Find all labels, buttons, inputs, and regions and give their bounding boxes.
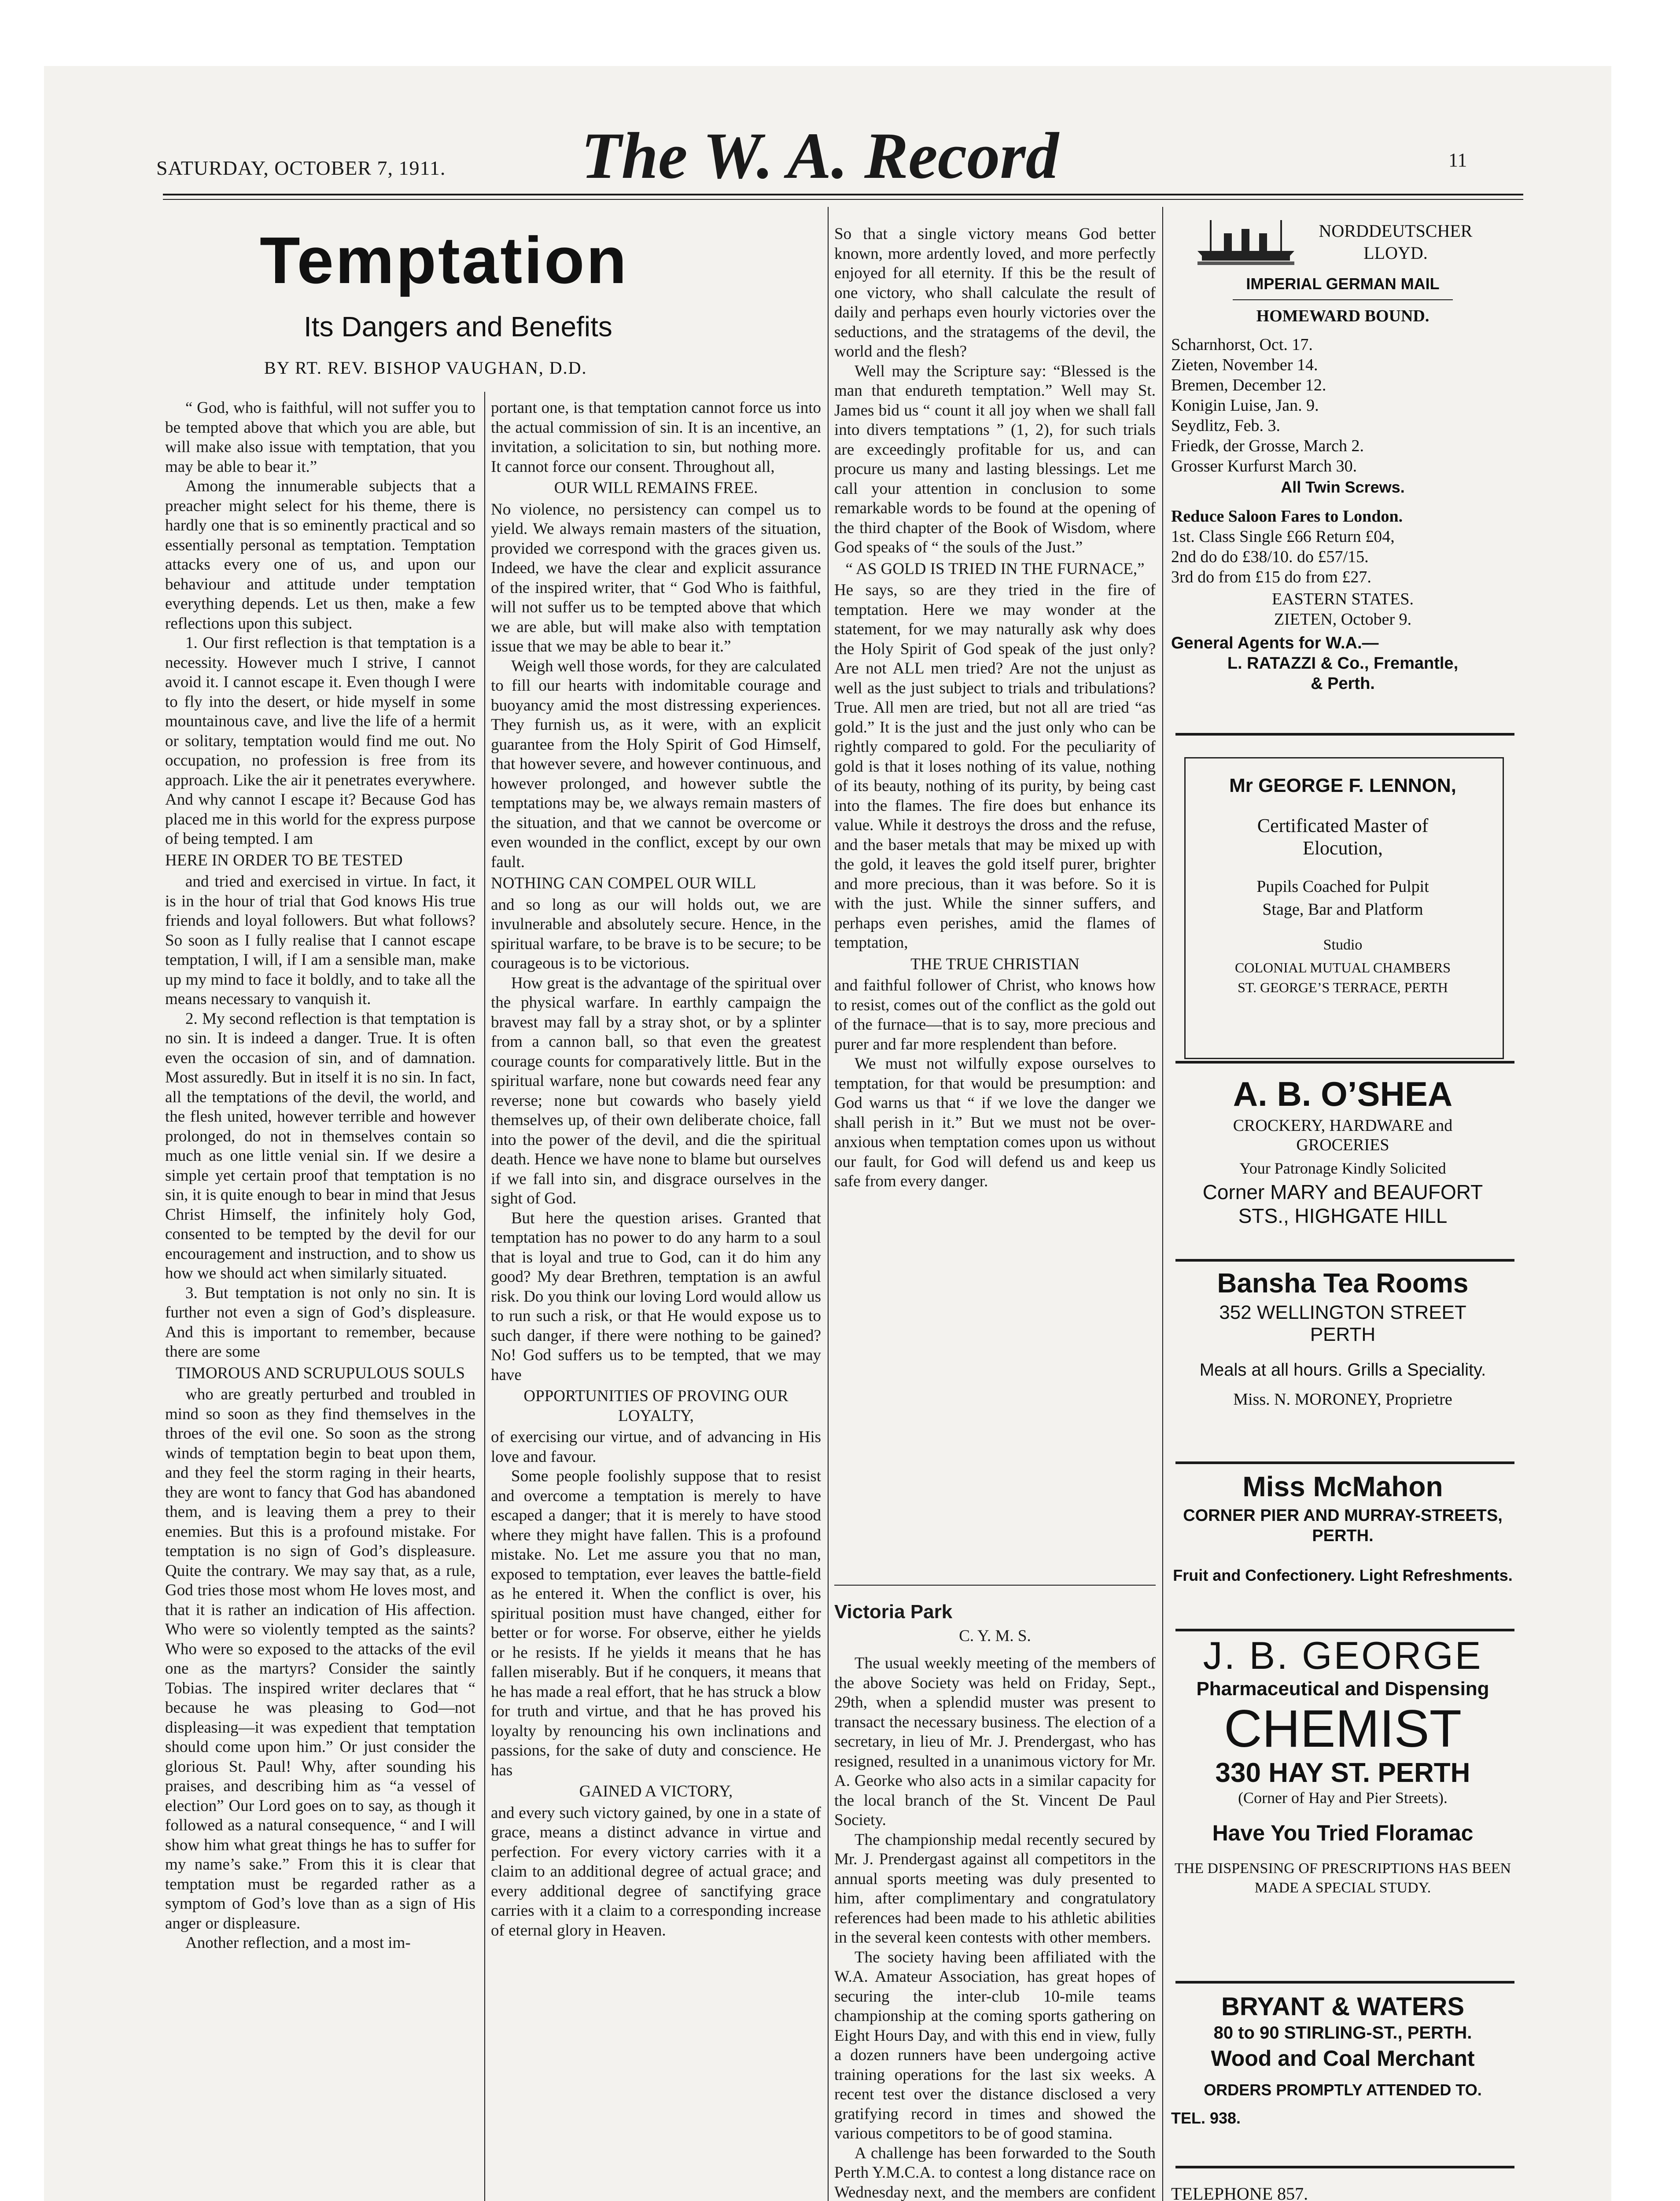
fare: 3rd do from £15 do from £27.: [1171, 568, 1371, 586]
graham-telephone: TELEPHONE 857.: [1171, 2184, 1308, 2201]
sailing: Friedk, der Grosse, March 2.: [1171, 437, 1364, 455]
sailing: Bremen, December 12.: [1171, 376, 1326, 394]
fare: 1st. Class Single £66 Return £04,: [1171, 527, 1395, 546]
victoria-park-title: Victoria Park: [834, 1601, 953, 1623]
issue-date: SATURDAY, OCTOBER 7, 1911.: [156, 157, 446, 179]
column-rule: [484, 392, 485, 2201]
steamship-icon: [1197, 216, 1294, 269]
masthead: The W. A. Record: [581, 119, 1059, 192]
mcmahon-goods: Fruit and Confectionery. Light Refreshments.: [1173, 1566, 1513, 1584]
victoria-park-subtitle: C. Y. M. S.: [959, 1627, 1031, 1645]
george-prescriptions: THE DISPENSING OF PRESCRIPTIONS HAS BEEN MADE A SPECIAL STUDY.: [1174, 1860, 1511, 1896]
paragraph: 1. Our first reflection is that temptation is a necessity. However much I strive, I cannot avoid it. I cannot escape it. Even though I were to fly into the desert, or hide myself in some mountainous cave, and live the life of a hermit or solitary, temptation would find me out. No occupation, no profession is free from its approach. Like the air it penetrates everywhere. And why cannot I escape it? Because God has placed me in this world for the express purpose of being tempted. I am: [165, 634, 475, 848]
ad-oshea: [1171, 1074, 1514, 1228]
paragraph: portant one, is that temptation cannot force us into the actual commission of sin. It is an incentive, an invitation, a solicitation to sin, but nothing more. It cannot force our consent. Throughout all,: [491, 399, 821, 476]
paragraph: and faithful follower of Christ, who knows how to resist, comes out of the conflict as the gold out of the furnace—that is to say, more precious and purer and far more resplendent than before.: [834, 976, 1156, 1053]
paragraph: We must not wilfully expose ourselves to temptation, for that would be presumption: and God warns us that “ if we love the danger we shall perish in it.” But we must not be over-anxious when temptation comes upon us without our fault, for God will defend us and keep us safe from every danger.: [834, 1055, 1156, 1190]
section-subhead: “ AS GOLD IS TRIED IN THE FURNACE,”: [845, 559, 1145, 578]
article-column-3: [834, 225, 1156, 1192]
mcmahon-address: CORNER PIER AND MURRAY-STREETS, PERTH.: [1183, 1506, 1503, 1545]
lloyd-sailings: [1171, 335, 1514, 476]
column-rule: [828, 207, 829, 2201]
lloyd-service: IMPERIAL GERMAN MAIL: [1246, 275, 1440, 293]
ad-divider: [1175, 1461, 1514, 1464]
mcmahon-name: Miss McMahon: [1242, 1471, 1443, 1502]
paragraph: and tried and exercised in virtue. In fact, it is in the hour of trial that God knows His true friends and loyal followers. But what follows? So soon as I fully realise that I cannot escape temptation, I will, if I am a sensible man, make up my mind to face it boldly, and to take all the means necessary to vanquish it.: [165, 872, 475, 1008]
lennon-line: Stage, Bar and Platform: [1262, 900, 1423, 919]
ad-divider: [1175, 1259, 1514, 1262]
paragraph: of exercising our virtue, and of advancing in His love and favour.: [491, 1428, 821, 1466]
fare: 2nd do do £38/10. do £57/15.: [1171, 548, 1369, 566]
lennon-address: COLONIAL MUTUAL CHAMBERS: [1234, 960, 1451, 975]
ad-divider: [1175, 1061, 1514, 1064]
paragraph: “ God, who is faithful, will not suffer you to be tempted above that which you are able, but will make also issue with temptation, that you may be able to bear it.”: [165, 399, 475, 476]
article-byline: BY RT. REV. BISHOP VAUGHAN, D.D.: [264, 358, 587, 378]
sailing: Seydlitz, Feb. 3.: [1171, 416, 1281, 435]
paragraph: Weigh well those words, for they are calculated to fill our hearts with indomitable courage and buoyancy amid the most distressing experiences. They furnish us, as it were, with an explicit guarantee from the Holy Spirit of God Himself, that however severe, and however continuous, and however prolonged, and however subtle the temptations may be, we always remain masters of the situation, and that we cannot be overcome or even wounded in the conflict, except by our own fault.: [491, 657, 821, 871]
bryant-name: BRYANT & WATERS: [1221, 1992, 1465, 2021]
oshea-line: CROCKERY, HARDWARE and: [1233, 1116, 1453, 1135]
bryant-telephone: TEL. 938.: [1171, 2109, 1241, 2127]
lloyd-eastern-sailing: ZIETEN, October 9.: [1274, 610, 1412, 629]
lennon-title: Elocution,: [1302, 837, 1383, 859]
lennon-title: Certificated Master of: [1257, 815, 1429, 836]
lennon-name: Mr GEORGE F. LENNON,: [1229, 775, 1456, 796]
victoria-park-section: [834, 1602, 1156, 2201]
lennon-address: ST. GEORGE’S TERRACE, PERTH: [1238, 979, 1448, 995]
ad-norddeutscher-lloyd: [1171, 216, 1514, 694]
paragraph: Another reflection, and a most im-: [185, 1934, 411, 1952]
article-column-2: [491, 398, 821, 1940]
paragraph: and so long as our will holds out, we are invulnerable and absolutely secure. Hence, in the spiritual warfare, to be brave is to be secure; to be courageous is to be victorious.: [491, 895, 821, 972]
section-subhead: GAINED A VICTORY,: [579, 1782, 733, 1800]
lennon-studio: Studio: [1323, 937, 1363, 953]
paragraph: No violence, no persistency can compel us to yield. We always remain masters of the situation, provided we correspond with the graces given us. Indeed, we have the clear and explicit assurance of the inspired writer, that “ God Who is faithful, will not suffer us to be tempted above that which we are able, but will make also with temptation issue that we may be able to bear it.”: [491, 500, 821, 655]
ad-divider: [1175, 2166, 1514, 2168]
ad-divider: [1175, 733, 1514, 736]
george-trade: Pharmaceutical and Dispensing: [1196, 1678, 1489, 1700]
sailing: Scharnhorst, Oct. 17.: [1171, 335, 1313, 354]
paragraph: But here the question arises. Granted that temptation has no power to do any harm to a soul that is loyal and true to God, can it do him any good? My dear Brethren, temptation is an awful risk. Do you think our loving Lord would allow us to run such a risk, or that He would expose us to such danger, if there were nothing to be gained? No! God suffers us to be tempted, that we may have: [491, 1209, 821, 1384]
section-subhead: HERE IN ORDER TO BE TESTED: [165, 851, 403, 869]
paragraph: The society having been affiliated with the W.A. Amateur Association, has great hopes of securing the inter-club 10-mile teams championship at the coming sports gathering on Eight Hours Day, and with this end in view, fully a dozen runners have been undergoing active training operations for the last six weeks. A recent test over the distance disclosed a very gratifying record in times and showed the various competitors to be of good stamina.: [834, 1948, 1156, 2142]
paragraph: A challenge has been forwarded to the South Perth Y.M.C.A. to contest a long distance race on Wednesday next, and the members are confident: [834, 2144, 1156, 2201]
lloyd-agent-city: & Perth.: [1311, 674, 1375, 693]
ad-jh-graham: [1171, 2183, 1514, 2201]
bryant-trade: Wood and Coal Merchant: [1211, 2046, 1475, 2071]
lloyd-agent-name: L. RATAZZI & Co., Fremantle,: [1227, 654, 1459, 673]
lennon-line: Pupils Coached for Pulpit: [1256, 877, 1429, 896]
column-rule: [1162, 207, 1163, 2201]
article-headline: Temptation: [260, 223, 629, 297]
ad-george-lennon: [1171, 775, 1514, 996]
bryant-orders: ORDERS PROMPTLY ATTENDED TO.: [1204, 2081, 1482, 2099]
paragraph: Among the innumerable subjects that a preacher might select for his theme, there is hardly one that is so eminently practical and so essentially personal as temptation. Temptation attacks every one of us, and upon our behaviour and attitude under temptation everything depends. Let us then, make a few reflections upon this subject.: [165, 477, 475, 633]
oshea-line: Corner MARY and BEAUFORT: [1202, 1181, 1483, 1204]
ad-bansha-tea-rooms: [1171, 1268, 1514, 1409]
paragraph: The championship medal recently secured by Mr. J. Prendergast against all competitors in the annual sports meeting was duly presented to him, after complimentary and congratulatory references had been made to his athletic abilities in the several keen contests with other members.: [834, 1830, 1156, 1947]
section-subhead: NOTHING CAN COMPEL OUR WILL: [491, 874, 756, 892]
paragraph: and every such victory gained, by one in a state of grace, means a distinct advance in virtue and perfection. For every victory carries with it a claim to an additional degree of actual grace; and every additional degree of sanctifying grace carries with it a claim to a corresponding increase of eternal glory in Heaven.: [491, 1803, 821, 1940]
ad-miss-mcmahon: [1171, 1470, 1514, 1586]
masthead-rule: [163, 194, 1523, 195]
george-chemist: CHEMIST: [1224, 1699, 1462, 1758]
paragraph: who are greatly perturbed and troubled in mind so soon as they find themselves in the throes of the evil one. So soon as the strong winds of temptation begin to beat upon them, and they feel the storm raging in their hearts, they are wont to fancy that God has abandoned them, and is leaving them a prey to their enemies. But this is a profound mistake. For temptation is no sign of God’s displeasure. Quite the contrary. We may say that, as a rule, God tries those most whom He loves most, and that it is rather an indication of His affection. Who were so violently tempted as the saints? Who were so exposed to the attacks of the evil one as the martyrs? Consider the saintly Tobias. The inspired writer declares that “ because he was pleasing to God—not displeasing—it was expedient that temptation should come upon him.” Or just consider the glorious St. Paul! Why, after sounding his praises, and describing him as “a vessel of election” Our Lord goes on to say, as though it followed as a natural consequence, “ and I will show him what great things he has to suffer for my name’s sake.” From this it is clear that temptation must be regarded rather as a symptom of God’s love than as a sign of His anger or displeasure.: [165, 1385, 475, 1932]
bansha-name: Bansha Tea Rooms: [1217, 1268, 1469, 1299]
bansha-meals: Meals at all hours. Grills a Speciality.: [1199, 1360, 1486, 1380]
sailing: Konigin Luise, Jan. 9.: [1171, 396, 1319, 415]
masthead-rule-thin: [163, 199, 1523, 200]
article-column-1: [165, 398, 475, 1953]
paragraph: The usual weekly meeting of the members of the above Society was held on Friday, Sept., 29th, when a splendid muster was present to transact the necessary business. The election of a secretary, in lieu of Mr. J. Prendergast, who has resigned, resulted in a unanimous victory for Mr. A. Georke who also acts in a similar capacity for the local branch of the St. Vincent De Paul Society.: [834, 1654, 1156, 1829]
section-subhead: TIMOROUS AND SCRUPULOUS SOULS: [176, 1364, 465, 1382]
bansha-address: PERTH: [1310, 1324, 1376, 1345]
oshea-line: STS., HIGHGATE HILL: [1238, 1204, 1448, 1227]
section-subhead: THE TRUE CHRISTIAN: [910, 955, 1079, 973]
george-address: 330 HAY ST. PERTH: [1215, 1758, 1470, 1788]
george-name: J. B. GEORGE: [1203, 1634, 1483, 1677]
george-corner: (Corner of Hay and Pier Streets).: [1238, 1789, 1448, 1807]
paragraph: 2. My second reflection is that temptation is no sin. It is indeed a danger. True. It is often even the occasion of sin, and of damnation. Most assuredly. But in itself it is no sin. In fact, all the temptations of the devil, the world, and the flesh united, however terrible and however prolonged, do not in themselves contain so much as one little venial sin. If we desire a simple yet certain proof that temptation is no sin, it is quite enough to bear in mind that Jesus Christ Himself, the infinitely holy God, consented to be tempted by the devil for our encouragement and instruction, and to show us how we should act when similarly situated.: [165, 1009, 475, 1282]
oshea-line: Your Patronage Kindly Solicited: [1239, 1159, 1446, 1177]
ad-bryant-waters: [1171, 1992, 1514, 2127]
lloyd-heading: HOMEWARD BOUND.: [1256, 307, 1429, 325]
section-subhead: OPPORTUNITIES OF PROVING OUR LOYALTY,: [523, 1387, 788, 1425]
oshea-name: A. B. O’SHEA: [1233, 1075, 1453, 1113]
george-floramac: Have You Tried Floramac: [1212, 1821, 1474, 1845]
lloyd-company: NORDDEUTSCHER LLOYD.: [1319, 221, 1473, 263]
paragraph: He says, so are they tried in the fire of temptation. Here we may wonder at the statement, for we may naturally ask why does the Holy Spirit of God speak of the just only? Are not ALL men tried? Are not the unjust as well as the just subject to trials and tribulations? True. All men are tried, but not all are tried “as gold.” It is the just and the just only who can be rightly compared to gold. For the peculiarity of gold is that it loses nothing of its value, nothing of its beauty, nothing of its purity, by being cast into the flames. The fire does but enhance its value. While it destroys the dross and the refuse, and the baser metals that may be mixed up with the gold, it leaves the gold itself purer, brighter and more precious, than it was before. So it is with the just. While the sinner suffers, and perhaps even perishes, amid the flames of temptation,: [834, 581, 1156, 952]
section-subhead: OUR WILL REMAINS FREE.: [554, 479, 758, 497]
article-deck: Its Dangers and Benefits: [304, 311, 612, 342]
page-number: 11: [1448, 149, 1467, 171]
section-rule: [834, 1585, 1156, 1586]
oshea-line: GROCERIES: [1296, 1136, 1389, 1154]
ad-divider: [1175, 1981, 1514, 1984]
paragraph: So that a single victory means God better known, more ardently loved, and more perfectly enjoyed for all eternity. If this be the result of one victory, who shall calculate the result of daily and perhaps even hourly victories over the seductions, and the stratagems of the devil, the world and the flesh?: [834, 225, 1156, 361]
lloyd-agents: General Agents for W.A.—: [1171, 634, 1379, 652]
sailing: Grosser Kurfurst March 30.: [1171, 457, 1357, 475]
paragraph: 3. But temptation is not only no sin. It is further not even a sign of God’s displeasure. And this is important to remember, because there are some: [165, 1284, 475, 1361]
paragraph: Some people foolishly suppose that to resist and overcome a temptation is merely to have escaped a danger; that it is merely to have stood where they might have fallen. This is a profound mistake. No. Let me assure you that no man, exposed to temptation, ever leaves the battle-field as he entered it. When the conflict is over, his spiritual position must have changed, either for better or for worse. For observe, either he yields or he resists. If he yields it means that he has fallen miserably. But if he conquers, it means that he has made a real effort, that he has struck a blow for truth and virtue, and that he has proved his loyalty by renouncing his own inclinations and passions, for the sake of duty and conscience. He has: [491, 1467, 821, 1779]
lloyd-eastern: EASTERN STATES.: [1271, 590, 1414, 608]
bansha-address: 352 WELLINGTON STREET: [1219, 1302, 1466, 1323]
ad-divider: [1175, 1629, 1514, 1631]
divider: [1233, 299, 1453, 300]
lloyd-twin: All Twin Screws.: [1281, 478, 1405, 496]
bryant-address: 80 to 90 STIRLING-ST., PERTH.: [1213, 2023, 1472, 2043]
bansha-proprietor: Miss. N. MORONEY, Proprietre: [1233, 1390, 1452, 1409]
ad-jb-george: [1171, 1633, 1514, 1898]
paragraph: How great is the advantage of the spiritual over the physical warfare. In earthly campaign the bravest may fall by a stray shot, or by a splinter from a cannon ball, so that even the greatest courage counts for comparatively little. But in the spiritual warfare, none but cowards need fear any reverse; none but cowards who basely yield themselves up, of their own deliberate choice, fall into the power of the devil, and die the spiritual death. Hence we have none to blame but ourselves if we fall into sin, and disgrace ourselves in the sight of God.: [491, 974, 821, 1207]
lloyd-fares-heading: Reduce Saloon Fares to London.: [1171, 507, 1403, 526]
sailing: Zieten, November 14.: [1171, 356, 1318, 374]
paragraph: Well may the Scripture say: “Blessed is the man that endureth temptation.” Well may St. James bid us “ count it all joy when we shall fall into divers temptations ” (1, 2), for such trials are exceedingly profitable for us, and can procure us many and lasting blessings. Let me call your attention in conclusion to some remarkable words to be found at the opening of the third chapter of the Book of Wisdom, where God speaks of “ the souls of the Just.”: [834, 362, 1156, 556]
